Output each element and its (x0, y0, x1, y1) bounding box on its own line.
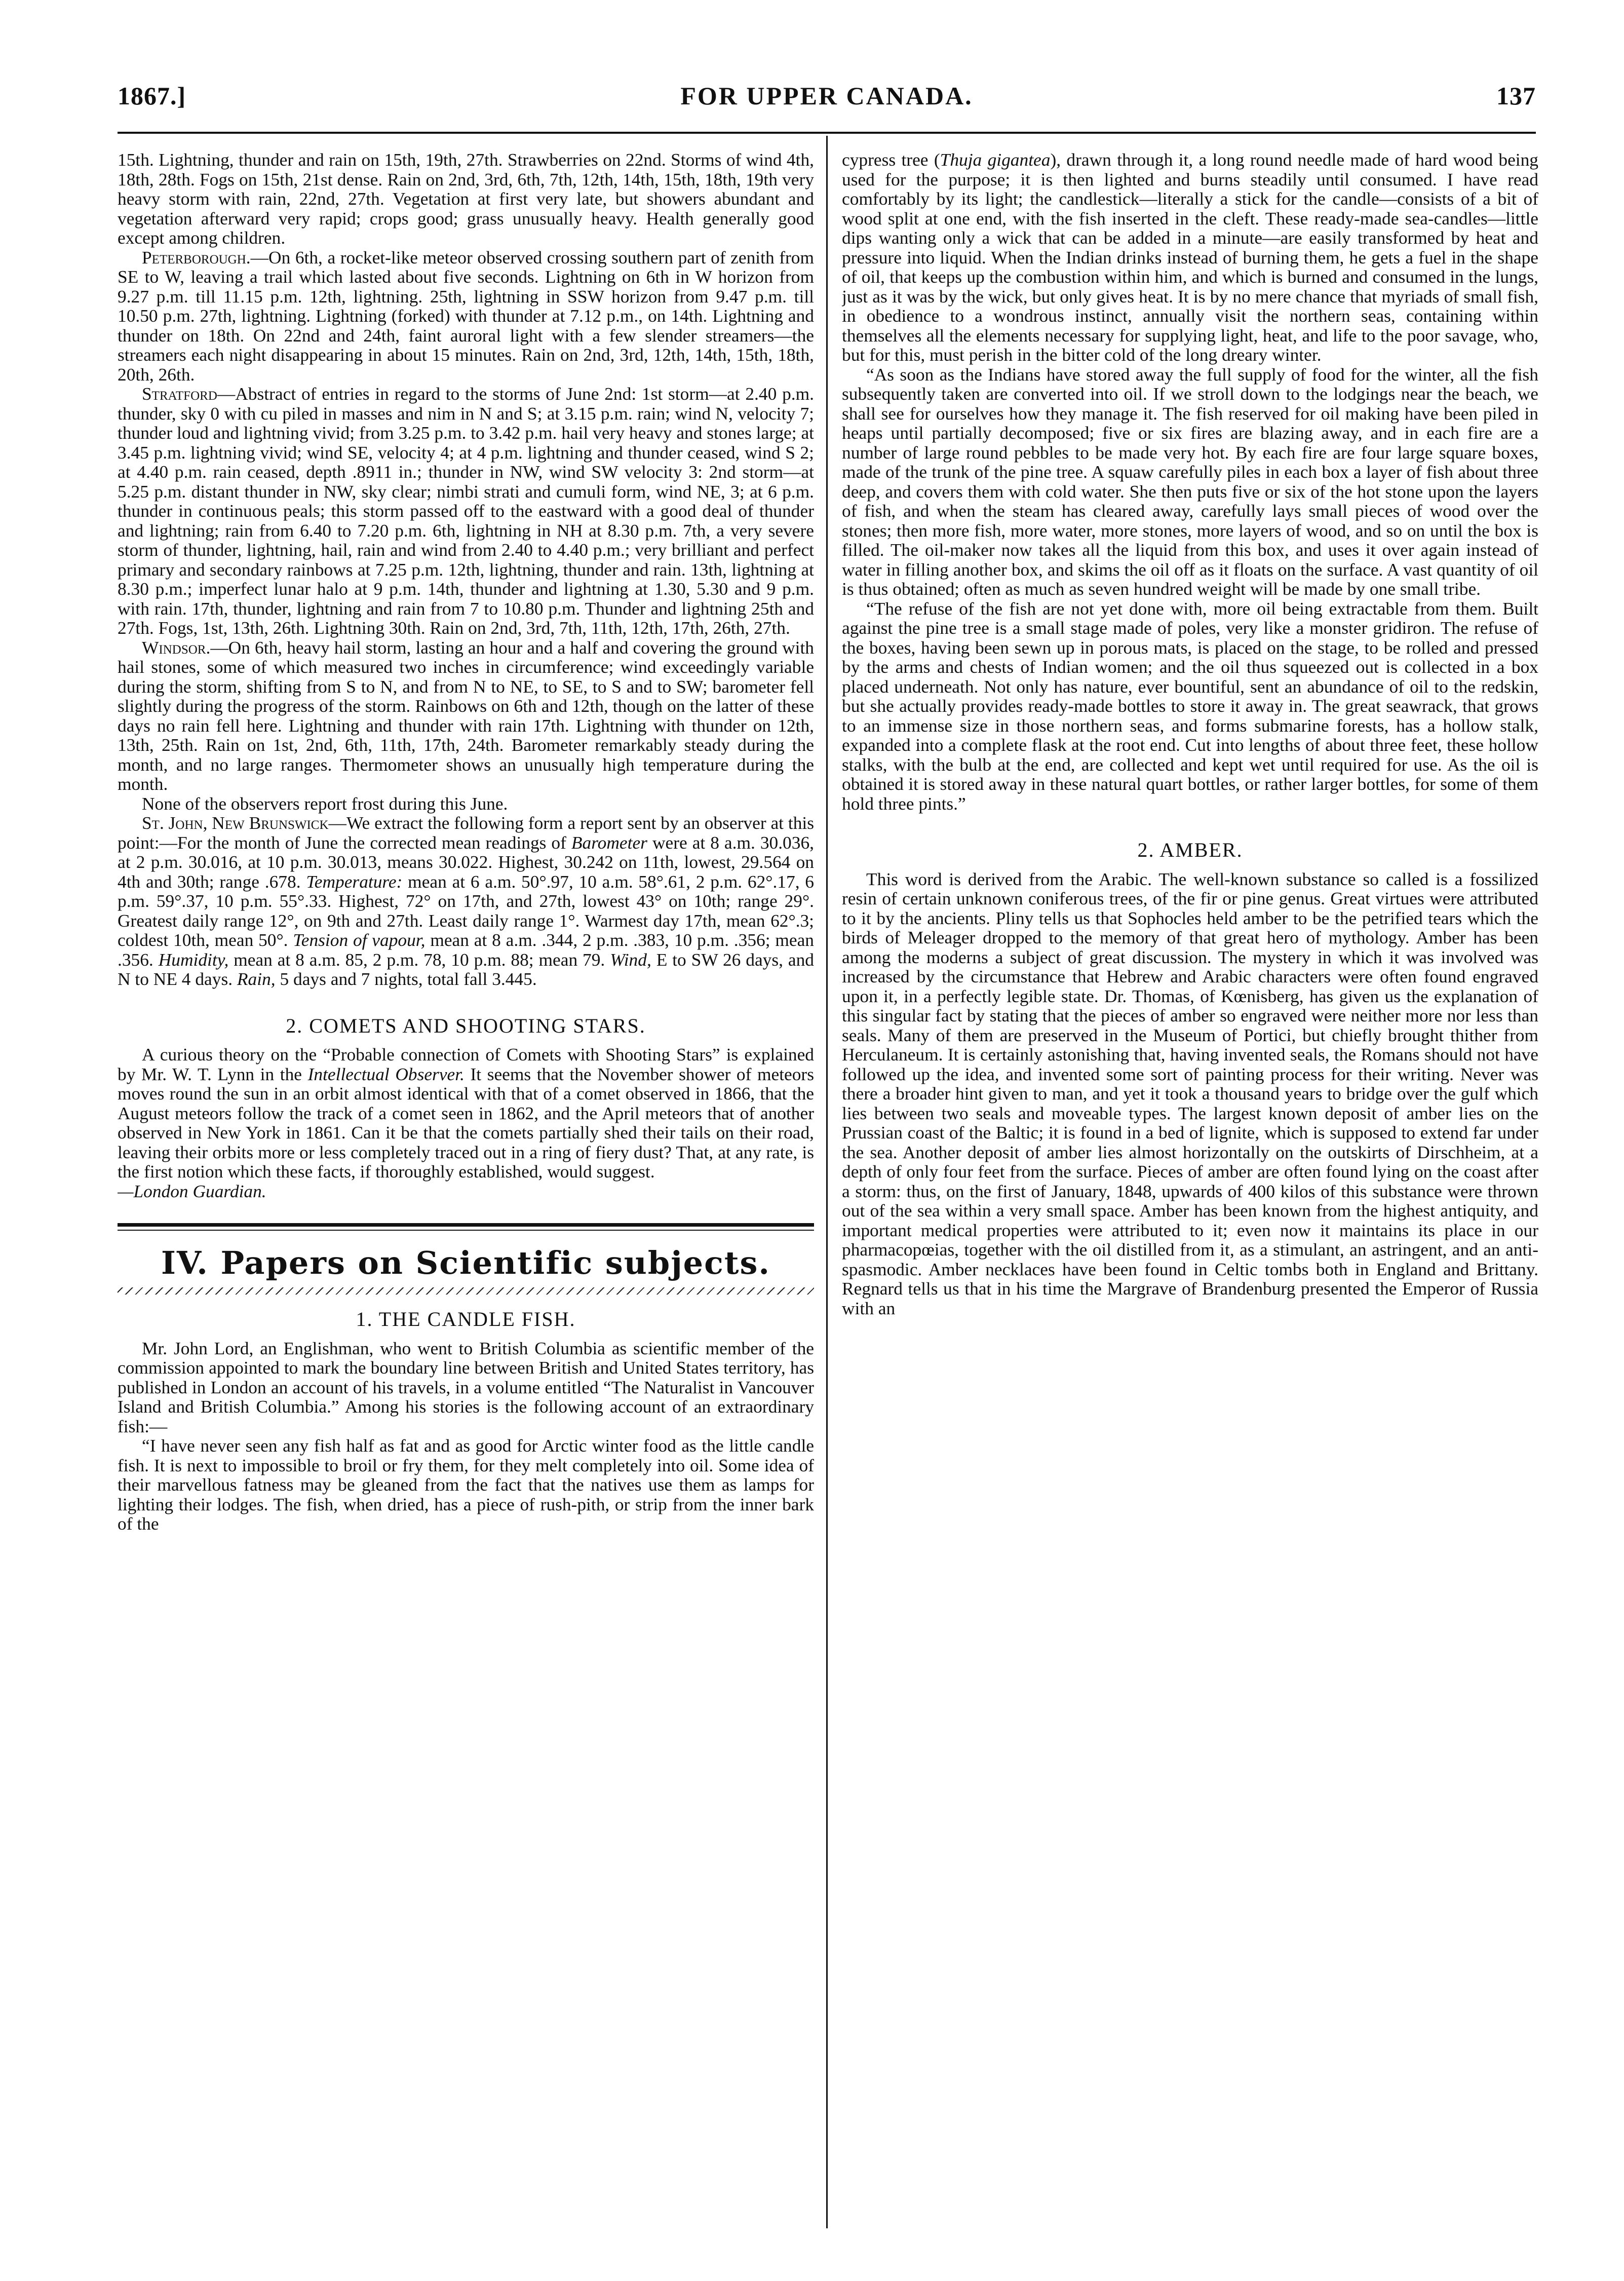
candle-fish-paragraph-4: “The refuse of the fish are not yet done with, more oil being extractable from them. Built against the pine tree is a small stage made of poles, very like a monster gridiron. The refuse of the boxes, having been sewn up in porous mats, is placed on the stage, to be rolled and pressed by the arms and chests of Indian women; and the oil thus squeezed out is collected in a box placed underneath. Not only has nature, ever bountiful, sent an abundance of oil to the redskin, but she actually provides ready-made bottles to store it away in. The great seawrack, that grows to an immense size in those northern seas, and forms submarine forests, has a hollow stalk, expanded into a complete flask at the root end. Cut into lengths of about three feet, these hollow stalks, with the bulb at the end, are collected and kept wet until required for use. As the oil is obtained it is stored away in these natural quart bottles, or rather larger bottles, for some of them hold three pints.” (842, 598, 1538, 814)
barometer-label: Barometer (571, 832, 647, 853)
left-column (118, 150, 814, 2232)
peterborough-text: —On 6th, a rocket-like meteor observed crossing southern part of zenith from SE to W, leaving a trail which lasted about five seconds. Lightning on 6th in W horizon from 9.27 p.m. till 11.15 p.m. 12th, lightning. 25th, lightning in SSW horizon from 9.47 p.m. till 10.50 p.m. 27th, lightning. Lightning (forked) with thunder at 7.12 p.m., on 14th. Lightning and thunder on 18th. On 22nd and 24th, faint auroral light with a few slender streamers—the streamers each night disappearing in about 15 minutes. Rain on 2nd, 3rd, 12th, 14th, 15th, 18th, 20th, 26th. (118, 247, 814, 385)
right-column (842, 150, 1538, 2232)
stjohn-text-a: —We extract the following form a report sent by an observer at this point:—For the month of June the corrected mean readings of (118, 813, 814, 853)
wind-label: Wind, (610, 949, 651, 970)
banner-thin-rule (118, 1230, 814, 1231)
rain-label: Rain, (237, 969, 276, 989)
comets-paragraph (118, 1045, 814, 1201)
peterborough-place: Peterborough. (142, 247, 251, 268)
stjohn-place: St. John, New Brunswick (142, 813, 329, 833)
stjohn-text-e: mean at 8 a.m. 85, 2 p.m. 78, 10 p.m. 88; mean 79. (228, 949, 610, 970)
comets-text-a: A curious theory on the “Probable connection of Comets with Shooting Stars” is explained by Mr. W. T. Lynn in the (118, 1044, 814, 1084)
windsor-paragraph (118, 638, 814, 794)
candle-cont-a: cypress tree ( (842, 150, 940, 170)
amber-heading: 2. AMBER. (1137, 839, 1243, 861)
comets-text-b: It seems that the November shower of meteors moves round the sun in an orbit almost identical with that of a comet observed in 1866, that the August meteors follow the track of a comet seen in 1862, and the April meteors that of another observed in New York in 1861. Can it be that the comets partially shed their tails on their road, leaving their orbits more or less completely traced out in a ring of fiery dust? That, at any rate, is the first notion which these facts, if thoroughly established, would suggest. (118, 1063, 814, 1182)
temperature-label: Temperature: (306, 871, 403, 892)
peterborough-paragraph (118, 248, 814, 385)
windsor-place: Windsor. (142, 637, 211, 658)
header-year: 1867.] (118, 82, 186, 110)
comets-heading: 2. COMETS AND SHOOTING STARS. (286, 1014, 646, 1037)
humidity-label: Humidity, (158, 949, 229, 970)
weather-intro-paragraph: 15th. Lightning, thunder and rain on 15th, 19th, 27th. Strawberries on 22nd. Storms of wind 4th, 18th, 28th. Fogs on 15th, 21st dense. Rain on 2nd, 3rd, 6th, 7th, 12th, 14th, 15th, 18th, 19th very heavy storm with rain, 22nd, 27th. Vegetation at first very late, but showers abundant and vegetation afterward very rapid; crops good; grass unusually heavy. Health generally good except among children. (118, 150, 814, 248)
stjohn-text-f: E to SW 26 days, and N to NE 4 days. (118, 949, 814, 989)
column-divider (826, 136, 828, 2228)
candle-fish-paragraph-3: “As soon as the Indians have stored away the full supply of food for the winter, all the fish subsequently taken are converted into oil. If we stroll down to the lodgings near the beach, we shall see for ourselves how they manage it. The fish reserved for oil making have been piled in heaps until partially decomposed; five or six fires are blazing away, and in each fire are a number of large round pebbles to be made very hot. By each fire are four large square boxes, made of the trunk of the pine tree. A squaw carefully piles in each box a layer of fish about three deep, and covers them with cold water. She then puts five or six of the hot stone upon the layers of fish, and when the steam has cleared away, carefully lays small pieces of wood over the stones; then more fish, more water, more stones, more layers of wood, and so on until the box is filled. The oil-maker now takes all the liquid from this box, and uses it over again instead of water in filling another box, and skims the oil off as it floats on the surface. A vast quantity of oil is thus obtained; often as much as seven hundred weight will be made by one small tribe. (842, 364, 1538, 599)
no-frost-paragraph: None of the observers report frost during this June. (142, 793, 508, 814)
candle-fish-continuation (842, 150, 1538, 365)
banner-thick-rule (118, 1223, 814, 1227)
section-banner-title: IV. Papers on Scientific subjects. (161, 1244, 770, 1281)
stjohn-text-g: 5 days and 7 nights, total fall 3.445. (275, 969, 537, 989)
amber-paragraph: This word is derived from the Arabic. The well-known substance so called is a fossilized resin of certain unknown coniferous trees, of the fir or pine genus. Great virtues were attributed to it by the ancients. Pliny tells us that Sophocles held amber to be the petrified tears which the birds of Meleager dropped to the memory of that great hero of mythology. Amber has been among the moderns a subject of great discussion. The mystery in which it was involved was increased by the circumstance that Hebrew and Arabic characters were often found engraved upon it, in a perfectly legible state. Dr. Thomas, of Kœnisberg, has given us the explanation of this singular fact by stating that the pieces of amber so engraved were neither more nor less than seals. Many of them are preserved in the Museum of Portici, but chiefly brought thither from Herculaneum. It is certainly astonishing that, having invented seals, the Romans should not have followed up the idea, and invented some sort of painting process for their writing. Never was there a broader hint given to man, and yet it took a thousand years to bridge over the gulf which lies between two seals and moveable types. The largest known deposit of amber lies on the Prussian coast of the Baltic; it is found in a bed of lignite, which is supposed to extend far under the sea. Another deposit of amber lies almost horizontally on the outskirts of Dirschheim, at a depth of only four feet from the surface. Pieces of amber are often found lying on the coast after a storm: thus, on the first of January, 1848, upwards of 400 kilos of this substance were thrown out of the sea within a very small space. Amber has been known from the highest antiquity, and important medical properties were attributed to it; even now it maintains its place in our pharmacopœias, together with the oil distilled from it, as a stimulant, an astringent, and an anti-spasmodic. Amber necklaces have been found in Celtic tombs both in England and Brittany. Regnard tells us that in his time the Margrave of Brandenburg presented the Emperor of Russia with an (842, 868, 1538, 1318)
stratford-paragraph (118, 384, 814, 638)
tension-label: Tension of vapour, (293, 930, 426, 950)
page-number: 137 (1496, 82, 1536, 110)
stratford-text: —Abstract of entries in regard to the storms of June 2nd: 1st storm—at 2.40 p.m. thunder, sky 0 with cu piled in masses and nim in N and S; at 3.15 p.m. rain; wind N, velocity 7; thunder loud and lightning vivid; from 3.25 p.m. to 3.42 p.m. hail very heavy and stones large; at 3.45 p.m. lightning vivid; wind SE, velocity 4; at 4 p.m. lightning and thunder ceased, wind S 2; at 4.40 p.m. rain ceased, depth .8911 in.; thunder in NW, wind SW velocity 3: 2nd storm—at 5.25 p.m. distant thunder in NW, sky clear; nimbi strati and cumuli form, wind NE, 3; at 6 p.m. thunder in continuous peals; this storm passed off to the eastward with a good deal of thunder and lightning; rain from 6.40 to 7.20 p.m. 6th, lightning in NH at 8.30 p.m. 7th, a very severe storm of thunder, lightning, hail, rain and wind from 2.40 to 4.40 p.m.; very brilliant and perfect primary and secondary rainbows at 7.25 p.m. 12th, lightning, thunder and rain. 13th, lightning at 8.30 p.m.; imperfect lunar halo at 9 p.m. 14th, thunder and lightning at 1.30, 5.30 and 9 p.m. with rain. 17th, thunder, lightning and rain from 7 to 10.80 p.m. Thunder and lightning 25th and 27th. Fogs, 1st, 13th, 26th. Lightning 30th. Rain on 2nd, 3rd, 7th, 11th, 12th, 17th, 26th, 27th. (118, 384, 814, 638)
stratford-place: Stratford (142, 384, 217, 404)
candle-cont-b: ), drawn through it, a long round needle made of hard wood being used for the purpose; it is then lighted and burns steadily until consumed. I have read comfortably by its light; the candlestick—literally a stick for the candle—consists of a bit of wood split at one end, with the fish inserted in the cleft. These ready-made sea-candles—little dips wanting only a wick that can be added in a minute—are easily transformed by heat and pressure into liquid. When the Indian drinks instead of burning them, he gets a fuel in the shape of oil, that keeps up the combustion within him, and which is burned and consumed in the lungs, just as it was by the wick, but only gives heat. It is by no mere chance that myriads of small fish, in obedience to a wondrous instinct, annually visit the northern seas, containing within themselves all the elements necessary for supplying light, heat, and life to the poor savage, who, but for this, must perish in the bitter cold of the long dreary winter. (842, 150, 1538, 365)
comets-source: —London Guardian. (118, 1181, 266, 1201)
comets-journal: Intellectual Observer. (307, 1063, 465, 1084)
banner-wavy-rule (118, 1287, 814, 1295)
stjohn-text-d: mean at 8 a.m. .344, 2 p.m. .383, 10 p.m. .356; mean .356. (118, 930, 814, 970)
species-name: Thuja gigantea (940, 150, 1051, 170)
stjohn-paragraph (118, 813, 814, 989)
candle-fish-heading: 1. THE CANDLE FISH. (356, 1308, 576, 1330)
windsor-text: —On 6th, heavy hail storm, lasting an hour and a half and covering the ground with hail stones, some of which measured two inches in circumference; wind exceedingly variable during the storm, shifting from S to N, and from N to NE, to SE, to S and to SW; barometer fell slightly during the progress of the storm. Rainbows on 6th and 12th, though on the latter of these days no rain fell here. Lightning and thunder with rain 17th. Lightning with thunder on 12th, 13th, 25th. Rain on 1st, 2nd, 6th, 11th, 17th, 24th. Barometer remarkably steady during the month, and no large ranges. Thermometer shows an unusually high temperature during the month. (118, 637, 814, 794)
candle-fish-paragraph-1: Mr. John Lord, an Englishman, who went to British Columbia as scientific member of the commission appointed to mark the boundary line between British and United States territory, has published in London an account of his travels, in a volume entitled “The Naturalist in Vancouver Island and British Columbia.” Among his stories is the following account of an extraordinary fish:— (118, 1338, 814, 1436)
stjohn-text-c: mean at 6 a.m. 50°.97, 10 a.m. 58°.61, 2 p.m. 62°.17, 6 p.m. 59°.37, 10 p.m. 55°.33. Highest, 72° on 17th, and 27th, lowest 43° on 10th; range 29°. Greatest daily range 12°, on 9th and 27th. Least daily range 1°. Warmest day 17th, mean 62°.3; coldest 10th, mean 50°. (118, 871, 814, 950)
section-banner (118, 1223, 814, 1295)
header-title: FOR UPPER CANADA. (680, 82, 973, 110)
stjohn-text-b: were at 8 a.m. 30.036, at 2 p.m. 30.016, at 10 p.m. 30.013, means 30.022. Highest, 30.242 on 11th, lowest, 29.564 on 4th and 30th; range .678. (118, 832, 814, 892)
running-header (118, 76, 1536, 117)
header-rule (118, 132, 1536, 134)
candle-fish-paragraph-2: “I have never seen any fish half as fat and as good for Arctic winter food as the little candle fish. It is next to impossible to broil or fry them, for they melt completely into oil. Some idea of their marvellous fatness may be gleaned from the fact that the natives use them as lamps for lighting their lodges. The fish, when dried, has a piece of rush-pith, or strip from the inner bark of the (118, 1435, 814, 1534)
